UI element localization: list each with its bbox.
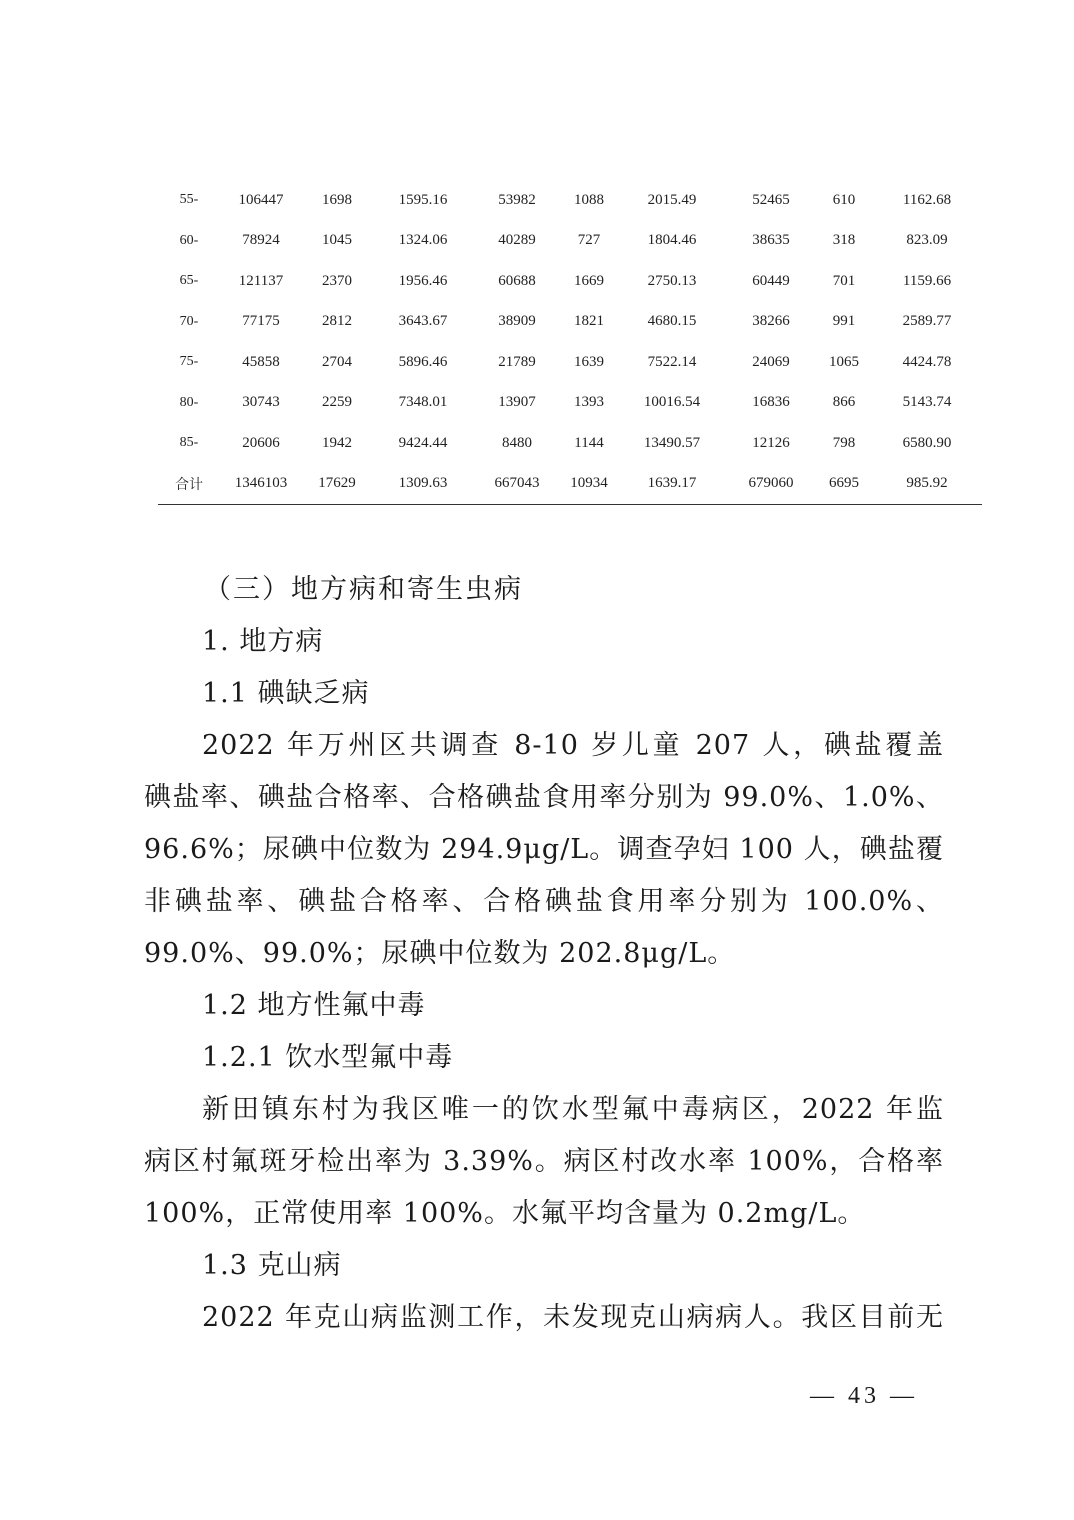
table-cell: 60449 bbox=[752, 272, 790, 289]
table-row bbox=[158, 302, 982, 343]
row-label-cell: 70- bbox=[179, 313, 199, 329]
table-cell: 985.92 bbox=[872, 464, 982, 505]
table-cell: 1065 bbox=[829, 353, 859, 370]
table-cell: 2812 bbox=[322, 313, 352, 330]
paragraph-iodine-line-2: 碘盐率、碘盐合格率、合格碘盐食用率分别为 99.0%、1.0%、 bbox=[144, 782, 944, 813]
table-cell: 1639 bbox=[574, 353, 604, 370]
heading-fluorosis: 1.2 地方性氟中毒 bbox=[202, 990, 426, 1021]
table-cell: 1162.68 bbox=[902, 191, 952, 208]
table-cell: 1942 bbox=[322, 434, 352, 451]
table-cell: 1669 bbox=[574, 272, 604, 289]
table-cell: 12126 bbox=[752, 434, 790, 451]
table-cell: 1393 bbox=[574, 394, 604, 411]
table-cell: 1804.46 bbox=[647, 232, 697, 249]
table-cell: 10016.54 bbox=[643, 394, 701, 411]
table-cell: 1144 bbox=[574, 434, 604, 451]
table-cell: 3643.67 bbox=[398, 313, 448, 330]
table-cell: 20606 bbox=[242, 434, 280, 451]
table-cell: 8480 bbox=[502, 434, 532, 451]
table-cell: 9424.44 bbox=[398, 434, 448, 451]
table-cell: 2704 bbox=[322, 353, 352, 370]
table-cell: 866 bbox=[832, 394, 856, 411]
table-cell: 30743 bbox=[242, 394, 280, 411]
row-label-cell: 55- bbox=[179, 192, 199, 208]
table-cell: 679060 bbox=[726, 464, 816, 505]
table-cell: 40289 bbox=[498, 232, 536, 249]
heading-keshan-disease: 1.3 克山病 bbox=[202, 1250, 342, 1281]
heading-water-fluorosis: 1.2.1 饮水型氟中毒 bbox=[202, 1042, 454, 1073]
row-label-cell: 合计 bbox=[158, 464, 220, 505]
data-table bbox=[158, 180, 982, 505]
table-cell: 1639.17 bbox=[618, 464, 726, 505]
table-cell: 7348.01 bbox=[398, 394, 448, 411]
table-cell: 1045 bbox=[322, 232, 352, 249]
table-cell: 121137 bbox=[238, 272, 284, 289]
paragraph-fluorosis-line-1: 新田镇东村为我区唯一的饮水型氟中毒病区，2022 年监 bbox=[202, 1094, 944, 1125]
table-row bbox=[158, 423, 982, 464]
table-row bbox=[158, 180, 982, 221]
table-cell: 823.09 bbox=[906, 232, 948, 249]
table-row bbox=[158, 261, 982, 302]
table-cell: 1309.63 bbox=[372, 464, 474, 505]
table-body bbox=[158, 180, 982, 505]
table-cell: 1324.06 bbox=[398, 232, 448, 249]
table-cell: 78924 bbox=[242, 232, 280, 249]
table-cell: 2370 bbox=[322, 272, 352, 289]
table-cell: 13907 bbox=[498, 394, 536, 411]
table-cell: 21789 bbox=[498, 353, 536, 370]
table-cell: 24069 bbox=[752, 353, 790, 370]
row-label-cell: 85- bbox=[179, 435, 199, 451]
table-cell: 38266 bbox=[752, 313, 790, 330]
section-heading: （三）地方病和寄生虫病 bbox=[204, 574, 523, 605]
paragraph-keshan-line-1: 2022 年克山病监测工作，未发现克山病病人。我区目前无 bbox=[202, 1302, 944, 1333]
table-cell: 53982 bbox=[498, 191, 536, 208]
table-cell: 2589.77 bbox=[902, 313, 952, 330]
table-cell: 16836 bbox=[752, 394, 790, 411]
table-cell: 610 bbox=[832, 191, 856, 208]
paragraph-iodine-line-3: 96.6%；尿碘中位数为 294.9μg/L。调查孕妇 100 人，碘盐覆 bbox=[144, 834, 944, 865]
table-cell: 45858 bbox=[242, 353, 280, 370]
paragraph-iodine-line-1: 2022 年万州区共调查 8-10 岁儿童 207 人，碘盐覆盖 bbox=[202, 730, 944, 761]
paragraph-fluorosis-line-3: 100%，正常使用率 100%。水氟平均含量为 0.2mg/L。 bbox=[144, 1198, 866, 1229]
paragraph-iodine-line-5: 99.0%、99.0%；尿碘中位数为 202.8μg/L。 bbox=[144, 938, 736, 969]
table-cell: 13490.57 bbox=[643, 434, 701, 451]
table-cell: 701 bbox=[832, 272, 856, 289]
table-cell: 60688 bbox=[498, 272, 536, 289]
heading-endemic-disease: 1. 地方病 bbox=[202, 626, 324, 657]
table-row bbox=[158, 221, 982, 262]
table-cell: 4424.78 bbox=[902, 353, 952, 370]
paragraph-iodine-line-4: 非碘盐率、碘盐合格率、合格碘盐食用率分别为 100.0%、 bbox=[144, 886, 944, 917]
table-row bbox=[158, 383, 982, 424]
table-cell: 7522.14 bbox=[647, 353, 697, 370]
page-number: — 43 — bbox=[810, 1383, 918, 1409]
row-label-cell: 60- bbox=[179, 232, 199, 248]
table-cell: 2750.13 bbox=[647, 272, 697, 289]
table-cell: 667043 bbox=[474, 464, 560, 505]
table-cell: 106447 bbox=[238, 191, 284, 208]
table-cell: 5896.46 bbox=[398, 353, 448, 370]
table-cell: 10934 bbox=[560, 464, 618, 505]
table-cell: 1088 bbox=[574, 191, 604, 208]
paragraph-fluorosis-line-2: 病区村氟斑牙检出率为 3.39%。病区村改水率 100%，合格率 bbox=[144, 1146, 944, 1177]
table-cell: 6580.90 bbox=[902, 434, 952, 451]
row-label-cell: 80- bbox=[179, 394, 199, 410]
table-cell: 1956.46 bbox=[398, 272, 448, 289]
table-cell: 77175 bbox=[242, 313, 280, 330]
table-cell: 318 bbox=[832, 232, 856, 249]
table-cell: 727 bbox=[577, 232, 601, 249]
table-cell: 798 bbox=[832, 434, 856, 451]
table-cell: 991 bbox=[832, 313, 856, 330]
table-cell: 52465 bbox=[752, 191, 790, 208]
table-cell: 38635 bbox=[752, 232, 790, 249]
table-cell: 5143.74 bbox=[902, 394, 952, 411]
table-cell: 17629 bbox=[302, 464, 372, 505]
table-row bbox=[158, 342, 982, 383]
table-cell: 2015.49 bbox=[647, 191, 697, 208]
table-cell: 1346103 bbox=[220, 464, 302, 505]
table-cell: 4680.15 bbox=[647, 313, 697, 330]
table-cell: 38909 bbox=[498, 313, 536, 330]
table-cell: 1821 bbox=[574, 313, 604, 330]
table-cell: 6695 bbox=[816, 464, 872, 505]
statistics-table-fragment bbox=[158, 180, 952, 505]
table-row bbox=[158, 464, 982, 505]
table-cell: 1159.66 bbox=[902, 272, 952, 289]
heading-iodine-deficiency: 1.1 碘缺乏病 bbox=[202, 678, 370, 709]
table-cell: 2259 bbox=[322, 394, 352, 411]
table-cell: 1698 bbox=[322, 191, 352, 208]
table-cell: 1595.16 bbox=[398, 191, 448, 208]
row-label-cell: 65- bbox=[179, 273, 199, 289]
row-label-cell: 75- bbox=[179, 354, 199, 370]
